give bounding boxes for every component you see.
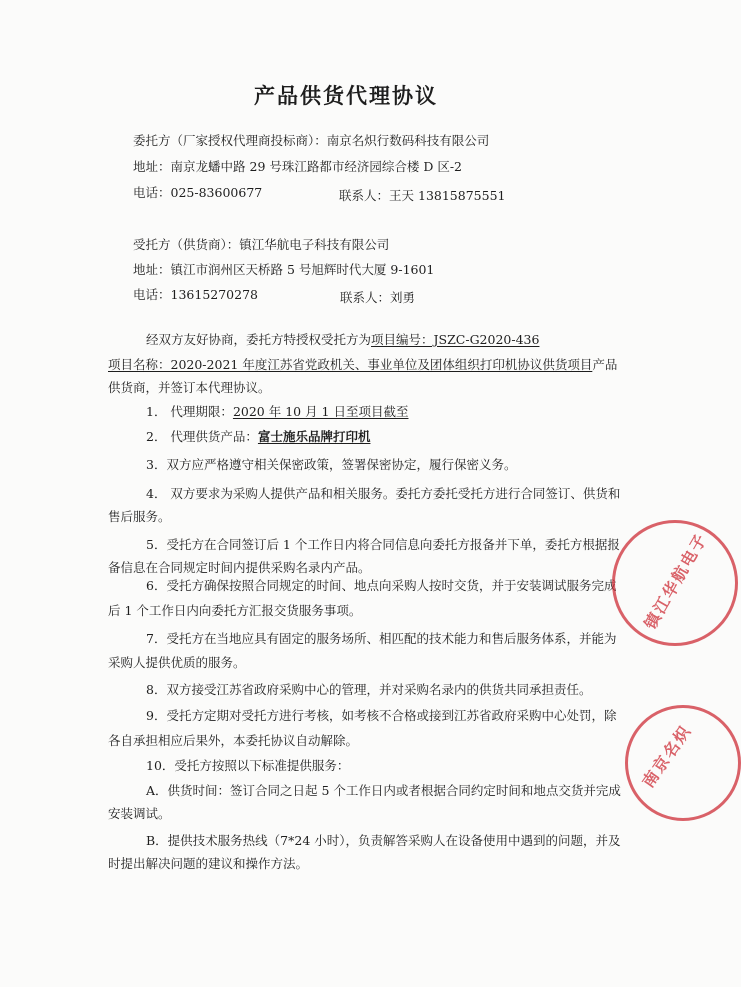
clause-1 (146, 404, 408, 420)
clause-5-line-2: 备信息在合同规定时间内提供采购名录内产品。 (108, 560, 371, 575)
principal-label: 委托方（厂家授权代理商投标商）： (133, 133, 327, 148)
seal-bottom-text: 南京名炽 (638, 721, 696, 792)
service-b-line-1: B．提供技术服务热线（7*24 小时），负责解答采购人在设备使用中遇到的问题，并及 (146, 833, 621, 848)
principal-line (133, 133, 489, 149)
clause-6-line-2: 后 1 个工作日内向委托方汇报交货服务事项。 (108, 603, 362, 618)
clause-2-label: 2． 代理供货产品： (146, 429, 258, 444)
document-title: 产品供货代理协议 (254, 83, 438, 108)
company-seal-top (612, 520, 738, 646)
clause-1-label: 1． 代理期限： (146, 404, 233, 419)
principal-name: 南京名炽行数码科技有限公司 (326, 133, 490, 148)
clause-9-line-2: 各自承担相应后果外，本委托协议自动解除。 (108, 733, 359, 748)
agent-contact-label: 联系人： (340, 290, 391, 305)
service-b-line-2: 时提出解决问题的建议和操作方法。 (108, 856, 309, 871)
agent-address-label: 地址： (133, 262, 171, 277)
agent-contact-line (340, 290, 415, 306)
agent-name: 镇江华航电子科技有限公司 (239, 237, 390, 252)
clause-7-line-2: 采购人提供优质的服务。 (108, 655, 246, 670)
principal-address-line (133, 159, 462, 175)
service-a-line-2: 安装调试。 (108, 806, 171, 821)
agent-line (133, 237, 389, 253)
service-a-line-1: A．供货时间：签订合同之日起 5 个工作日内或者根据合同约定时间和地点交货并完成 (146, 783, 621, 798)
clause-4-line-1: 4． 双方要求为采购人提供产品和相关服务。委托方委托受托方进行合同签订、供货和 (146, 486, 621, 501)
agent-phone-label: 电话： (133, 287, 171, 302)
project-name: 项目名称：2020-2021 年度江苏省党政机关、事业单位及团体组织打印机协议供货项目 (108, 357, 593, 372)
agency-product: 富士施乐品牌打印机 (257, 429, 371, 444)
intro-text-3: 供货商，并签订本代理协议。 (108, 380, 271, 395)
clause-10: 10．受托方按照以下标准提供服务： (146, 758, 350, 773)
clause-5-line-1: 5．受托方在合同签订后 1 个工作日内将合同信息向委托方报备并下单，委托方根据报 (146, 537, 620, 552)
clause-7-line-1: 7．受托方在当地应具有固定的服务场所、相匹配的技术能力和售后服务体系，并能为 (146, 631, 617, 646)
principal-phone-label: 电话： (133, 185, 171, 200)
intro-line-3 (108, 380, 271, 396)
agent-phone-line (133, 287, 258, 303)
principal-contact-label: 联系人： (339, 188, 390, 203)
agent-phone: 13615270278 (170, 287, 258, 302)
principal-contact-line (339, 188, 505, 204)
seal-top-text: 镇江华航电子 (640, 529, 712, 633)
intro-text-2: 产品 (592, 357, 618, 372)
intro-line-2 (108, 357, 617, 373)
agent-label: 受托方（供货商）： (133, 237, 240, 252)
intro-text: 经双方友好协商，委托方特授权受托方为 (146, 332, 372, 347)
clause-2 (146, 429, 370, 445)
project-number: 项目编号：JSZC-G2020-436 (371, 332, 540, 347)
clause-4-line-2: 售后服务。 (108, 509, 171, 524)
principal-address: 南京龙蟠中路 29 号珠江路都市经济园综合楼 D 区-2 (170, 159, 463, 174)
clause-3: 3．双方应严格遵守相关保密政策，签署保密协定，履行保密义务。 (146, 457, 517, 472)
intro-line-1 (146, 332, 539, 348)
principal-phone-line (133, 185, 262, 201)
clause-6-line-1: 6．受托方确保按照合同规定的时间、地点向采购人按时交货，并于安装调试服务完成 (146, 578, 617, 593)
agency-period: 2020 年 10 月 1 日至项目截至 (232, 404, 409, 419)
agent-address-line (133, 262, 434, 278)
clause-9-line-1: 9．受托方定期对受托方进行考核，如考核不合格或接到江苏省政府采购中心处罚，除 (146, 708, 617, 723)
company-seal-bottom (625, 705, 741, 821)
principal-address-label: 地址： (133, 159, 171, 174)
agent-address: 镇江市润州区天桥路 5 号旭辉时代大厦 9-1601 (170, 262, 435, 277)
principal-phone: 025-83600677 (170, 185, 263, 200)
agent-contact: 刘勇 (390, 290, 416, 305)
principal-contact: 王天 13815875551 (389, 188, 506, 203)
clause-8: 8．双方接受江苏省政府采购中心的管理，并对采购名录内的供货共同承担责任。 (146, 682, 592, 697)
